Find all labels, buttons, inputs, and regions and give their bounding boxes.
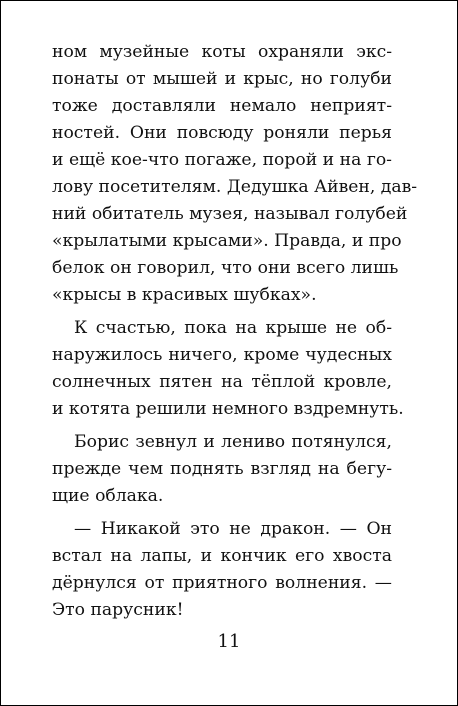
- page-number: 11: [217, 631, 241, 652]
- paragraph: [52, 516, 392, 624]
- paragraph: [52, 429, 392, 510]
- text-line: прежде чем поднять взгляд на бегу-: [52, 459, 392, 479]
- text-line: «крысы в красивых шубках».: [52, 285, 317, 305]
- text-line: лову посетителям. Дедушка Айвен, дав-: [52, 177, 418, 197]
- text-line: ностей. Они повсюду роняли перья: [52, 123, 392, 143]
- text-line: солнечных пятен на тёплой кровле,: [52, 372, 392, 392]
- text-line: «крылатыми крысами». Правда, и про: [52, 231, 402, 251]
- text-line: Борис зевнул и лениво потянулся,: [74, 432, 392, 452]
- body-text: [52, 39, 418, 624]
- paragraph: [52, 39, 418, 309]
- text-line: ном музейные коты охраняли экс-: [52, 42, 392, 62]
- text-line: встал на лапы, и кончик его хвоста: [52, 546, 392, 566]
- text-line: и котята решили немного вздремнуть.: [52, 399, 404, 419]
- text-line: ний обитатель музея, называл голубей: [52, 204, 408, 224]
- text-line: щие облака.: [52, 486, 164, 506]
- text-line: белок он говорил, что они всего лишь: [52, 258, 399, 278]
- text-line: понаты от мышей и крыс, но голуби: [52, 69, 392, 89]
- text-line: дёрнулся от приятного волнения. —: [52, 573, 392, 593]
- paragraph: [52, 315, 404, 423]
- text-line: — Никакой это не дракон. — Он: [74, 519, 392, 539]
- text-line: наружилось ничего, кроме чудесных: [52, 345, 392, 365]
- text-line: и ещё кое-что погаже, порой и на го-: [52, 150, 392, 170]
- text-line: тоже доставляли немало неприят-: [52, 96, 392, 116]
- text-line: К счастью, пока на крыше не об-: [74, 318, 392, 338]
- text-line: Это парусник!: [52, 600, 184, 620]
